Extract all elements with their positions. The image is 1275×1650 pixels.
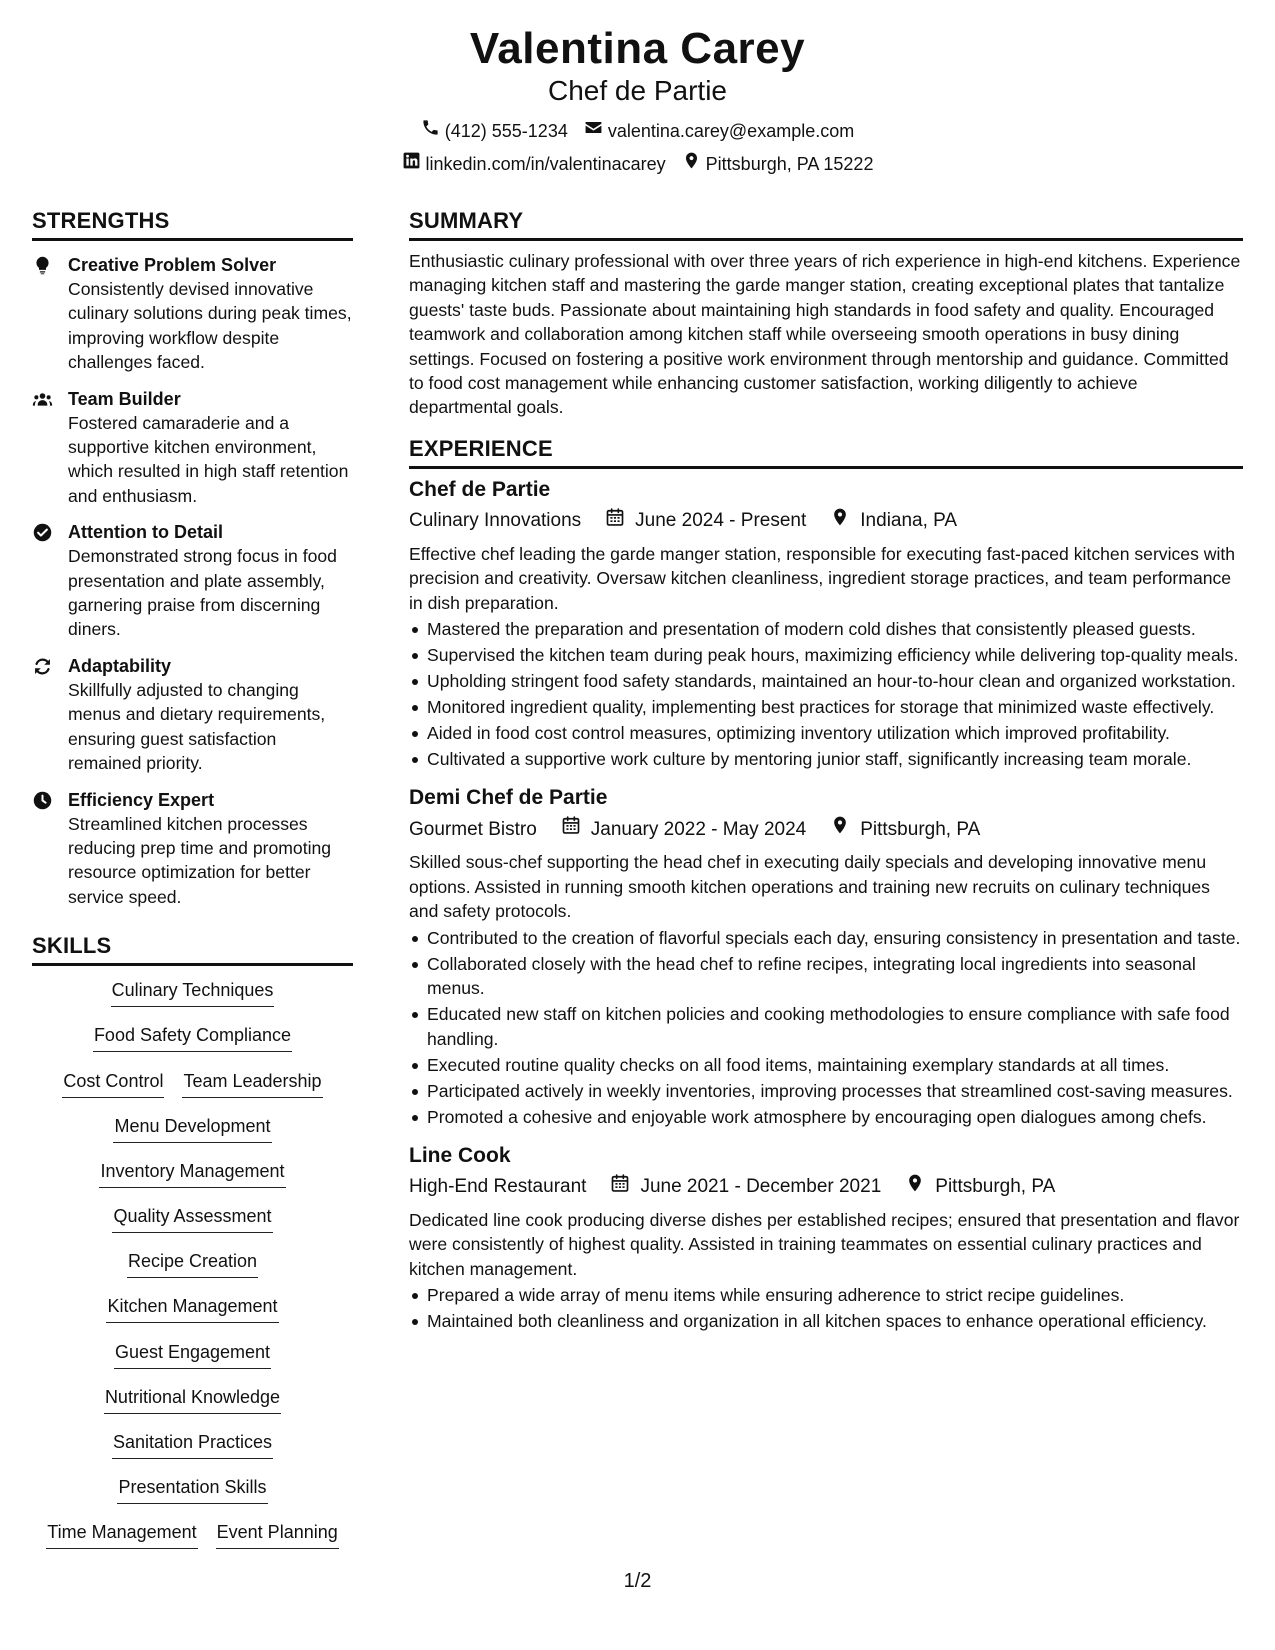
skill-tag: Menu Development (113, 1114, 271, 1143)
experience-heading: EXPERIENCE (409, 434, 1243, 469)
strength-item (32, 387, 353, 509)
phone-text: (412) 555-1234 (444, 120, 568, 141)
skill-tag: Food Safety Compliance (93, 1023, 292, 1052)
strength-title: Attention to Detail (68, 522, 223, 543)
contact-row-2 (0, 151, 1275, 176)
job-company: Culinary Innovations (409, 510, 582, 532)
strength-desc: Fostered camaraderie and a supportive kitchen environment, which resulted in high staff retention and enthusiasm. (68, 412, 349, 506)
job-meta (409, 507, 1243, 536)
envelope-icon (584, 118, 603, 143)
skill-tag: Quality Assessment (112, 1204, 272, 1233)
skill-row (32, 1249, 353, 1294)
skill-row (32, 1204, 353, 1249)
phone-icon (421, 118, 440, 143)
job-bullet: Executed routine quality checks on all food items, maintaining exemplary standards at all times. (409, 1053, 1243, 1077)
clock-icon (32, 788, 56, 910)
job-meta (409, 815, 1243, 844)
sync-icon (32, 654, 56, 776)
job-bullet: Educated new staff on kitchen policies and cooking methodologies to ensure compliance with safe food handling. (409, 1002, 1243, 1051)
skill-tag: Nutritional Knowledge (104, 1385, 281, 1414)
strength-desc: Streamlined kitchen processes reducing prep time and promoting resource optimization for better service speed. (68, 813, 332, 907)
job-bullet: Upholding stringent food safety standards, maintained an hour-to-hour clean and organized workstation. (409, 669, 1243, 693)
strength-desc: Skillfully adjusted to changing menus and dietary requirements, ensuring guest satisfaction remained priority. (68, 679, 326, 774)
strength-title: Efficiency Expert (68, 789, 215, 810)
linkedin-text[interactable]: linkedin.com/in/valentinacarey (425, 153, 666, 174)
map-pin-icon (682, 151, 701, 176)
summary-text: Enthusiastic culinary professional with over three years of rich experience in high-end kitchens. Experience managing kitchen staff and mastering the garde manger station, creating exceptional plates that tantalize guests' taste buds. Passionate about maintaining high standards in food safety and quality. Encouraged teamwork and collaboration among kitchen staff while overseeing smooth operations in busy dining settings. Focused on fostering a positive work environment through mentorship and guidance. Committed to food cost management while enhancing customer satisfaction, working diligently to achieve departmental goals. (409, 251, 1241, 418)
skill-row (32, 1340, 353, 1385)
skill-row (32, 1069, 353, 1114)
map-pin-icon (905, 1173, 925, 1202)
contact-phone (421, 118, 568, 143)
job-bullets (409, 926, 1243, 1129)
job-location: Indiana, PA (860, 510, 958, 532)
skill-tag: Presentation Skills (117, 1475, 267, 1504)
strength-item (32, 253, 353, 375)
strength-title: Team Builder (68, 388, 181, 409)
users-icon (32, 387, 56, 509)
skill-tag: Time Management (46, 1520, 197, 1549)
skill-row (32, 1385, 353, 1430)
job-dates: January 2022 - May 2024 (590, 818, 807, 840)
calendar-icon (605, 507, 625, 536)
skills-heading: SKILLS (32, 931, 353, 966)
job-description: Dedicated line cook producing diverse dishes per established recipes; ensured that presentation and flavor were consistently of highest quality. Assisted in training teammates on essential culinary practices and kitchen management. (409, 1209, 1240, 1279)
skill-row (32, 1159, 353, 1204)
strength-item (32, 788, 353, 910)
job-bullets (409, 617, 1243, 771)
skill-tag: Recipe Creation (127, 1249, 258, 1278)
job-bullet: Contributed to the creation of flavorful specials each day, ensuring consistency in presentation and taste. (409, 926, 1243, 950)
job-bullet: Aided in food cost control measures, optimizing inventory utilization which improved profitability. (409, 721, 1243, 745)
right-column (409, 206, 1243, 1335)
job-dates: June 2024 - Present (635, 510, 807, 532)
contact-row-1 (0, 118, 1275, 143)
candidate-role: Chef de Partie (548, 75, 727, 106)
skill-row (32, 1430, 353, 1475)
job-meta (409, 1173, 1243, 1202)
strengths-heading: STRENGTHS (32, 206, 353, 241)
calendar-icon (610, 1173, 630, 1202)
job-company: Gourmet Bistro (409, 818, 537, 840)
job-bullet: Maintained both cleanliness and organization in all kitchen spaces to enhance operational efficiency. (409, 1309, 1243, 1333)
calendar-icon (561, 815, 581, 844)
strength-item (32, 654, 353, 776)
strength-item (32, 520, 353, 642)
job-bullet: Cultivated a supportive work culture by mentoring junior staff, significantly increasing team morale. (409, 747, 1243, 771)
location-text: Pittsburgh, PA 15222 (705, 153, 874, 174)
check-circle-icon (32, 520, 56, 642)
job-bullet: Collaborated closely with the head chef to refine recipes, integrating local ingredients into seasonal menus. (409, 952, 1243, 1001)
job-entry (409, 475, 1243, 772)
skill-tag: Cost Control (62, 1069, 164, 1098)
job-title: Chef de Partie (409, 477, 551, 501)
skill-row (32, 1294, 353, 1339)
strength-title: Creative Problem Solver (68, 255, 277, 275)
skill-tag: Guest Engagement (114, 1340, 271, 1369)
map-pin-icon (830, 507, 850, 536)
job-location: Pittsburgh, PA (935, 1176, 1056, 1198)
job-bullet: Mastered the preparation and presentation of modern cold dishes that consistently pleased guests. (409, 617, 1243, 641)
skill-tag: Team Leadership (182, 1069, 322, 1098)
job-bullet: Monitored ingredient quality, implementing best practices for storage that minimized waste effectively. (409, 695, 1243, 719)
contact-location (682, 151, 874, 176)
job-title: Demi Chef de Partie (409, 786, 608, 810)
skill-tag: Inventory Management (99, 1159, 285, 1188)
skill-row (32, 978, 353, 1023)
job-description: Skilled sous-chef supporting the head chef in executing daily specials and developing innovative menu options. Assisted in running smooth kitchen operations and training new recruits on culinary techniques and safety protocols. (409, 852, 1210, 922)
job-bullet: Promoted a cohesive and enjoyable work atmosphere by encouraging open dialogues among chefs. (409, 1105, 1243, 1129)
map-pin-icon (830, 815, 850, 844)
resume-header (0, 22, 1275, 176)
skill-row (32, 1114, 353, 1159)
strength-title: Adaptability (68, 655, 172, 676)
candidate-name: Valentina Carey (469, 24, 806, 73)
skills-list (32, 966, 353, 1565)
skill-tag: Event Planning (216, 1520, 339, 1549)
skill-row (32, 1023, 353, 1068)
strength-desc: Demonstrated strong focus in food presentation and plate assembly, garnering praise from discerning diners. (68, 546, 337, 640)
job-entry (409, 783, 1243, 1128)
page-number: 1/2 (623, 1570, 652, 1592)
skill-row (32, 1475, 353, 1520)
contact-linkedin[interactable] (402, 151, 666, 176)
strength-desc: Consistently devised innovative culinary solutions during peak times, improving workflow despite challenges faced. (68, 279, 352, 373)
contact-email[interactable] (584, 118, 854, 143)
skill-tag: Culinary Techniques (111, 978, 275, 1007)
job-entry (409, 1141, 1243, 1334)
job-title: Line Cook (409, 1143, 511, 1167)
job-bullet: Prepared a wide array of menu items while ensuring adherence to strict recipe guidelines. (409, 1283, 1243, 1307)
job-bullet: Participated actively in weekly inventories, improving processes that streamlined cost-saving measures. (409, 1079, 1243, 1103)
lightbulb-icon (32, 253, 56, 375)
job-company: High-End Restaurant (409, 1176, 587, 1198)
job-dates: June 2021 - December 2021 (640, 1176, 882, 1198)
job-location: Pittsburgh, PA (860, 818, 981, 840)
linkedin-icon (402, 151, 421, 176)
skill-row (32, 1520, 353, 1565)
email-text[interactable]: valentina.carey@example.com (607, 120, 855, 141)
summary-heading: SUMMARY (409, 206, 1243, 241)
skill-tag: Kitchen Management (106, 1294, 278, 1323)
job-description: Effective chef leading the garde manger station, responsible for executing fast-paced kitchen services with precision and creativity. Oversaw kitchen cleanliness, ingredient storage practices, and team performance in dish preparation. (409, 543, 1236, 613)
skill-tag: Sanitation Practices (112, 1430, 273, 1459)
left-column (32, 206, 353, 1566)
job-bullets (409, 1283, 1243, 1333)
job-bullet: Supervised the kitchen team during peak hours, maximizing efficiency while delivering top-quality meals. (409, 643, 1243, 667)
